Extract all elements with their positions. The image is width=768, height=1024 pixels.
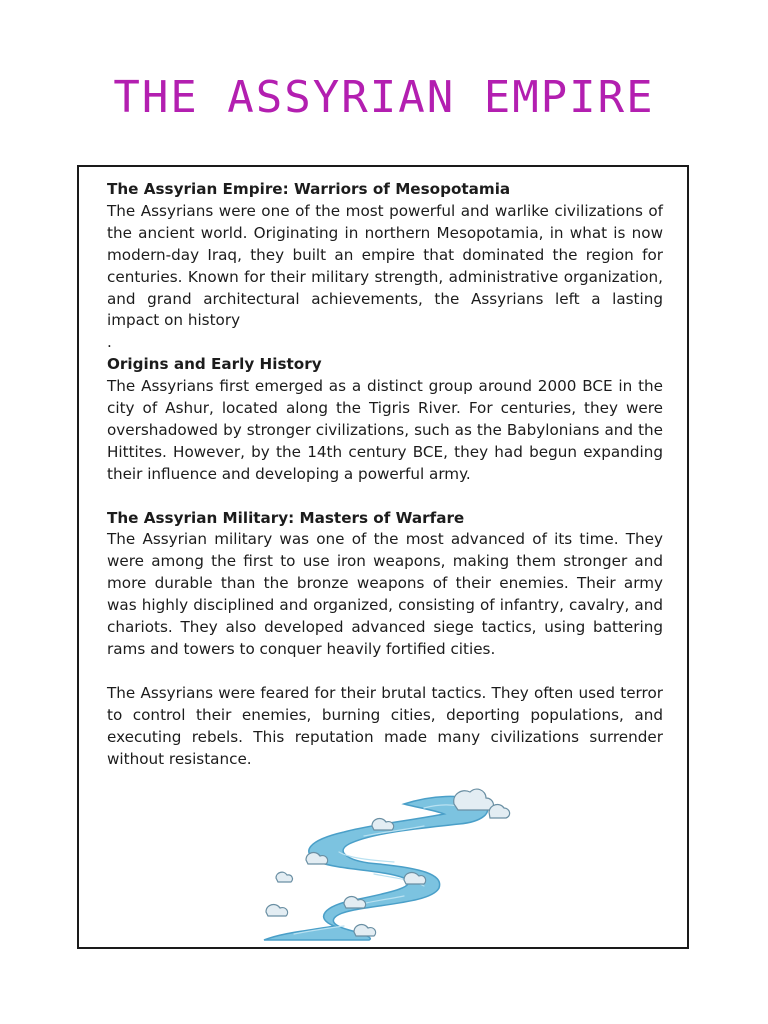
river-water — [264, 796, 488, 940]
section-body-intro: The Assyrians were one of the most powerful and warlike civilizations of the ancient world. Originating in northern Mesopotamia, in what is now modern-day Iraq, they built an empire that dominated the region for centuries. Known for their military strength, administrative organization, and grand architectural achievements, the Assyrians left a lasting impact on history — [107, 201, 663, 330]
paragraph-gap — [107, 661, 663, 683]
section-heading-military: The Assyrian Military: Masters of Warfare — [107, 508, 465, 527]
section-body-military: The Assyrian military was one of the most advanced of its time. They were among the first to use iron weapons, making them stronger and more durable than the bronze weapons of their enemies. Their army was highly disciplined and organized, consisting of infantry, cavalry, and chariots. They also developed advanced siege tactics, using battering rams and towers to conquer heavily fortified cities. — [107, 530, 663, 659]
page-title: THE ASSYRIAN EMPIRE — [113, 72, 655, 123]
content-box — [77, 165, 689, 949]
section-body-origins: The Assyrians first emerged as a distinct group around 2000 BCE in the city of Ashur, located along the Tigris River. For centuries, they were overshadowed by stronger civilizations, such as the Babylonians and the Hittites. However, by the 14th century BCE, they had begun expanding their influence and developing a powerful army. — [107, 377, 663, 483]
river-icon — [254, 782, 514, 942]
section-body-tactics: The Assyrians were feared for their brutal tactics. They often used terror to control their enemies, burning cities, deporting populations, and executing rebels. This reputation made many civilizations surrender without resistance. — [107, 683, 663, 768]
section-heading-intro: The Assyrian Empire: Warriors of Mesopotamia — [107, 180, 511, 198]
article-body — [107, 179, 663, 770]
stray-period: . — [107, 333, 112, 352]
section-heading-origins: Origins and Early History — [107, 355, 322, 374]
paragraph-gap — [107, 486, 663, 508]
